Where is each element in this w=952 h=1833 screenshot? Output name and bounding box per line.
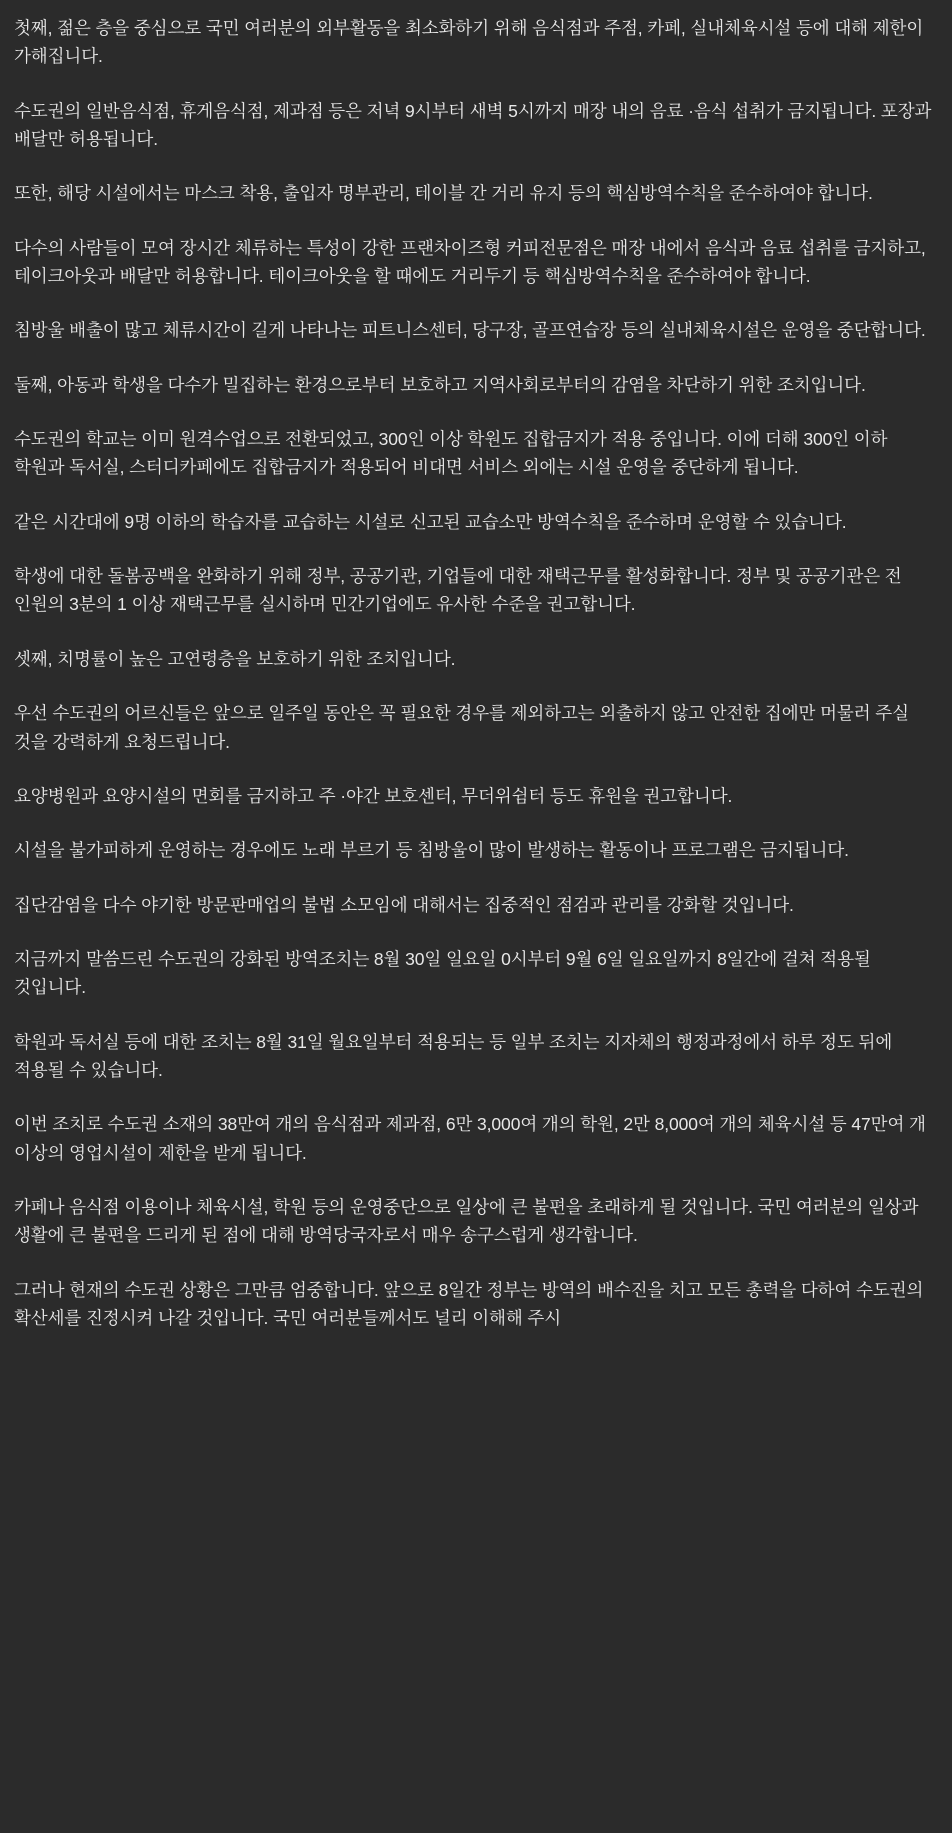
paragraph: 다수의 사람들이 모여 장시간 체류하는 특성이 강한 프랜차이즈형 커피전문점은 매장 내에서 음식과 음료 섭취를 금지하고, 테이크아웃과 배달만 허용합니다. 테이크아웃을 할 때에도 거리두기 등 핵심방역수칙을 준수하여야 합니다. [14, 237, 926, 287]
paragraph: 침방울 배출이 많고 체류시간이 길게 나타나는 피트니스센터, 당구장, 골프연습장 등의 실내체육시설은 운영을 중단합니다. [14, 320, 926, 341]
paragraph: 수도권의 학교는 이미 원격수업으로 전환되었고, 300인 이상 학원도 집합금지가 적용 중입니다. 이에 더해 300인 이하 학원과 독서실, 스터디카페에도 집합금지가 적용되어 비대면 서비스 외에는 시설 운영을 중단하게 됩니다. [14, 429, 888, 478]
paragraph: 카페나 음식점 이용이나 체육시설, 학원 등의 운영중단으로 일상에 큰 불편을 초래하게 될 것입니다. 국민 여러분의 일상과 생활에 큰 불편을 드리게 된 점에 대해 방역당국자로서 매우 송구스럽게 생각합니다. [14, 1196, 919, 1246]
paragraph: 수도권의 일반음식점, 휴게음식점, 제과점 등은 저녁 9시부터 새벽 5시까지 매장 내의 음료 ·음식 섭취가 금지됩니다. 포장과 배달만 허용됩니다. [14, 100, 932, 150]
paragraph: 셋째, 치명률이 높은 고연령층을 보호하기 위한 조치입니다. [14, 648, 456, 669]
paragraph: 또한, 해당 시설에서는 마스크 착용, 출입자 명부관리, 테이블 간 거리 유지 등의 핵심방역수칙을 준수하여야 합니다. [14, 183, 873, 204]
paragraph: 같은 시간대에 9명 이하의 학습자를 교습하는 시설로 신고된 교습소만 방역수칙을 준수하며 운영할 수 있습니다. [14, 511, 847, 532]
paragraph: 학생에 대한 돌봄공백을 완화하기 위해 정부, 공공기관, 기업들에 대한 재택근무를 활성화합니다. 정부 및 공공기관은 전 인원의 3분의 1 이상 재택근무를 실시하며 민간기업에도 유사한 수준을 권고합니다. [14, 566, 902, 615]
paragraph: 요양병원과 요양시설의 면회를 금지하고 주 ·야간 보호센터, 무더위쉼터 등도 휴원을 권고합니다. [14, 785, 733, 806]
paragraph: 지금까지 말씀드린 수도권의 강화된 방역조치는 8월 30일 일요일 0시부터 9월 6일 일요일까지 8일간에 걸쳐 적용될 것입니다. [14, 948, 871, 998]
paragraph: 첫째, 젊은 층을 중심으로 국민 여러분의 외부활동을 최소화하기 위해 음식점과 주점, 카페, 실내체육시설 등에 대해 제한이 가해집니다. [14, 18, 924, 67]
paragraph: 시설을 불가피하게 운영하는 경우에도 노래 부르기 등 침방울이 많이 발생하는 활동이나 프로그램은 금지됩니다. [14, 840, 849, 861]
paragraph: 그러나 현재의 수도권 상황은 그만큼 엄중합니다. 앞으로 8일간 정부는 방역의 배수진을 치고 모든 총력을 다하여 수도권의 확산세를 진정시켜 나갈 것입니다. 국민 여러분들께서도 널리 이해해 주시 [14, 1279, 924, 1328]
paragraph: 이번 조치로 수도권 소재의 38만여 개의 음식점과 제과점, 6만 3,000여 개의 학원, 2만 8,000여 개의 체육시설 등 47만여 개 이상의 영업시설이 제한을 받게 됩니다. [14, 1114, 926, 1163]
paragraph: 학원과 독서실 등에 대한 조치는 8월 31일 월요일부터 적용되는 등 일부 조치는 지자체의 행정과정에서 하루 정도 뒤에 적용될 수 있습니다. [14, 1031, 893, 1080]
paragraph: 우선 수도권의 어르신들은 앞으로 일주일 동안은 꼭 필요한 경우를 제외하고는 외출하지 않고 안전한 집에만 머물러 주실 것을 강력하게 요청드립니다. [14, 703, 909, 752]
paragraph: 집단감염을 다수 야기한 방문판매업의 불법 소모임에 대해서는 집중적인 점검과 관리를 강화할 것입니다. [14, 894, 794, 915]
paragraph: 둘째, 아동과 학생을 다수가 밀집하는 환경으로부터 보호하고 지역사회로부터의 감염을 차단하기 위한 조치입니다. [14, 374, 866, 395]
